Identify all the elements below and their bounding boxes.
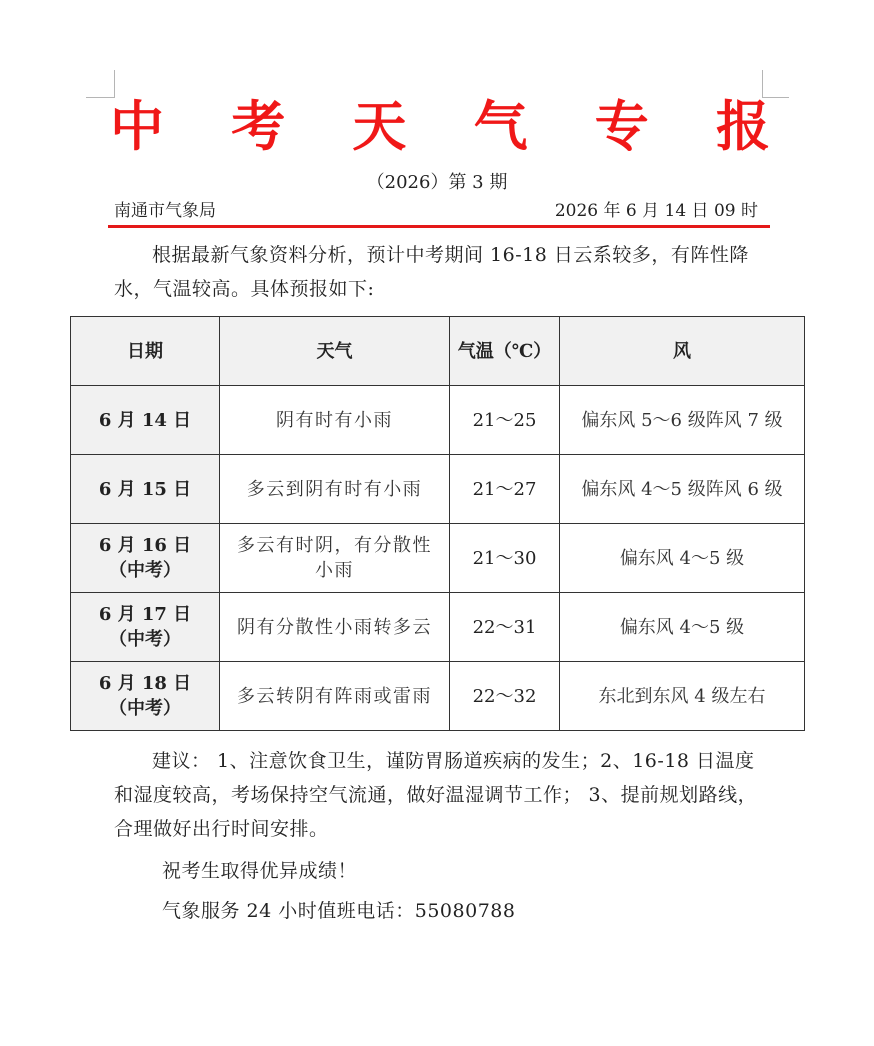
title-char: 报 xyxy=(715,95,770,158)
header-temperature: 气温（℃） xyxy=(450,317,560,386)
date-text: 6 月 17 日 xyxy=(98,604,192,625)
wind-cell: 偏东风 5～6 级阵风 7 级 xyxy=(560,386,805,455)
report-title xyxy=(110,96,770,158)
date-cell xyxy=(71,386,220,455)
table-header-row xyxy=(71,317,805,386)
advice-paragraph xyxy=(114,744,764,846)
temperature-cell: 21～30 xyxy=(450,524,560,593)
exam-note: （中考） xyxy=(109,629,181,650)
red-divider xyxy=(108,225,770,228)
title-char: 专 xyxy=(594,95,649,158)
header-date: 日期 xyxy=(71,317,220,386)
weather-cell: 多云到阴有时有小雨 xyxy=(220,455,450,524)
page-corner-mark-right xyxy=(762,70,789,98)
issue-time: 2026 年 6 月 14 日 09 时 xyxy=(554,201,758,221)
forecast-table xyxy=(70,316,805,731)
weather-cell: 阴有分散性小雨转多云 xyxy=(220,593,450,662)
temperature-cell: 21～25 xyxy=(450,386,560,455)
advice-text: 建议： 1、注意饮食卫生，谨防胃肠道疾病的发生；2、16-18 日温度和湿度较高，考场保持空气流通，做好温湿调节工作； 3、提前规划路线，合理做好出行时间安排。 xyxy=(114,750,758,840)
date-text: 6 月 15 日 xyxy=(98,478,192,500)
header-wind: 风 xyxy=(560,317,805,386)
title-char: 天 xyxy=(352,95,407,158)
weather-cell: 多云转阴有阵雨或雷雨 xyxy=(220,662,450,731)
exam-note: （中考） xyxy=(109,560,181,581)
wish-line: 祝考生取得优异成绩！ xyxy=(162,860,358,882)
title-char: 气 xyxy=(473,95,528,158)
table-row xyxy=(71,386,805,455)
temperature-cell: 22～32 xyxy=(450,662,560,731)
date-text: 6 月 16 日 xyxy=(98,535,192,556)
table-row xyxy=(71,662,805,731)
date-cell xyxy=(71,662,220,731)
exam-note: （中考） xyxy=(109,698,181,719)
temperature-cell: 21～27 xyxy=(450,455,560,524)
temperature-cell: 22～31 xyxy=(450,593,560,662)
issue-number: （2026）第 3 期 xyxy=(366,172,508,193)
table-row xyxy=(71,524,805,593)
title-char: 考 xyxy=(231,95,286,158)
wind-cell: 东北到东风 4 级左右 xyxy=(560,662,805,731)
weather-text: 多云有时阴，有分散性小雨 xyxy=(237,535,432,581)
date-cell xyxy=(71,455,220,524)
page-corner-mark-left xyxy=(86,70,115,98)
wind-cell: 偏东风 4～5 级 xyxy=(560,524,805,593)
weather-cell: 阴有时有小雨 xyxy=(220,386,450,455)
header-weather: 天气 xyxy=(220,317,450,386)
date-cell xyxy=(71,524,220,593)
intro-paragraph: 根据最新气象资料分析，预计中考期间 16-18 日云系较多，有阵性降水，气温较高。具体预报如下: xyxy=(114,244,749,300)
service-phone-line: 气象服务 24 小时值班电话：55080788 xyxy=(162,900,516,922)
table-row xyxy=(71,455,805,524)
weather-cell xyxy=(220,524,450,593)
date-cell xyxy=(71,593,220,662)
wind-cell: 偏东风 4～5 级阵风 6 级 xyxy=(560,455,805,524)
date-text: 6 月 18 日 xyxy=(98,673,192,694)
date-text: 6 月 14 日 xyxy=(98,409,192,431)
wind-cell: 偏东风 4～5 级 xyxy=(560,593,805,662)
issuer: 南通市气象局 xyxy=(114,201,216,221)
table-row xyxy=(71,593,805,662)
title-char: 中 xyxy=(110,95,164,158)
